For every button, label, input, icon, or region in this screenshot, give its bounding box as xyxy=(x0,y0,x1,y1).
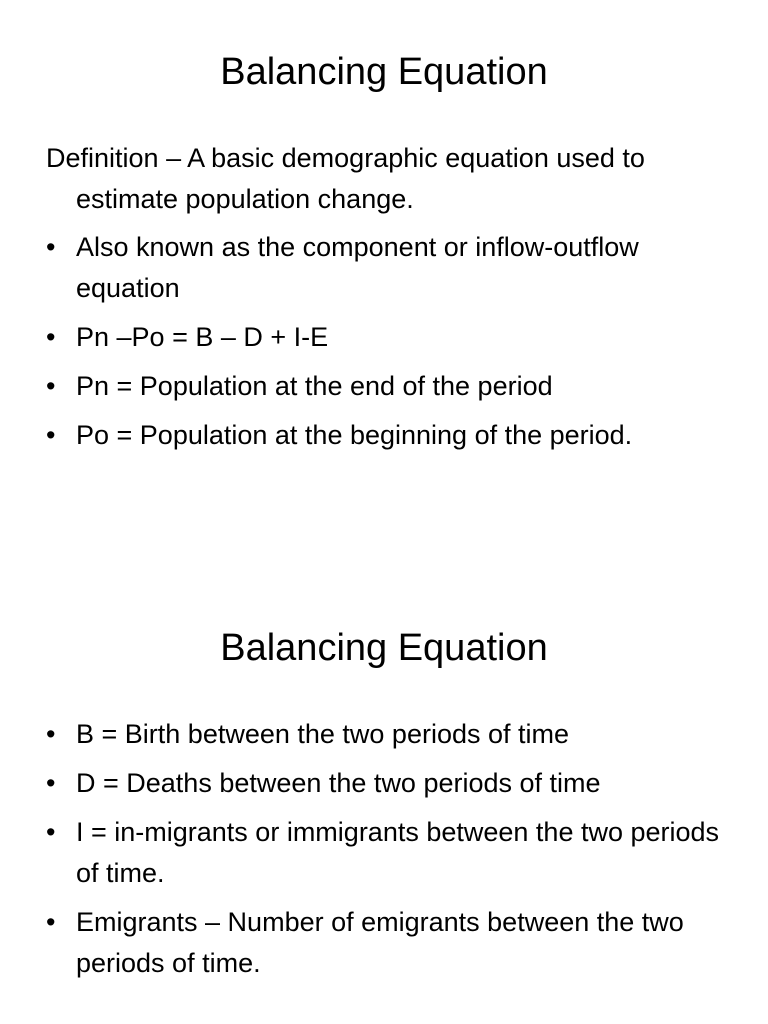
bullet-text: Also known as the component or inflow-outflow equation xyxy=(76,232,639,303)
bullet-item xyxy=(46,812,736,894)
slide-2 xyxy=(0,576,768,1024)
bullet-item xyxy=(46,714,736,755)
bullet-text: Emigrants – Number of emigrants between the two periods of time. xyxy=(76,907,684,978)
slide-title: Balancing Equation xyxy=(220,627,548,669)
bullet-item xyxy=(46,763,736,804)
slide-title: Balancing Equation xyxy=(220,51,548,93)
bullet-text: Pn –Po = B – D + I-E xyxy=(76,322,329,352)
bullet-icon: • xyxy=(46,322,56,352)
bullet-list xyxy=(46,227,736,456)
bullet-icon: • xyxy=(46,817,56,847)
bullet-text: Po = Population at the beginning of the period. xyxy=(76,420,633,450)
bullet-text: Pn = Population at the end of the period xyxy=(76,371,553,401)
bullet-item xyxy=(46,415,736,456)
slide-content xyxy=(46,138,736,464)
bullet-icon: • xyxy=(46,371,56,401)
bullet-icon: • xyxy=(46,420,56,450)
bullet-text: D = Deaths between the two periods of time xyxy=(76,768,601,798)
bullet-item xyxy=(46,317,736,358)
bullet-item xyxy=(46,902,736,984)
bullet-text: I = in-migrants or immigrants between the two periods of time. xyxy=(76,817,720,888)
bullet-icon: • xyxy=(46,719,56,749)
bullet-item xyxy=(46,227,736,309)
bullet-list xyxy=(46,714,736,984)
bullet-icon: • xyxy=(46,768,56,798)
bullet-icon: • xyxy=(46,232,56,262)
definition-text: Definition – A basic demographic equation used to estimate population change. xyxy=(46,143,645,214)
bullet-text: B = Birth between the two periods of time xyxy=(76,719,570,749)
bullet-item xyxy=(46,366,736,407)
slide-content xyxy=(46,714,736,992)
bullet-icon: • xyxy=(46,907,56,937)
